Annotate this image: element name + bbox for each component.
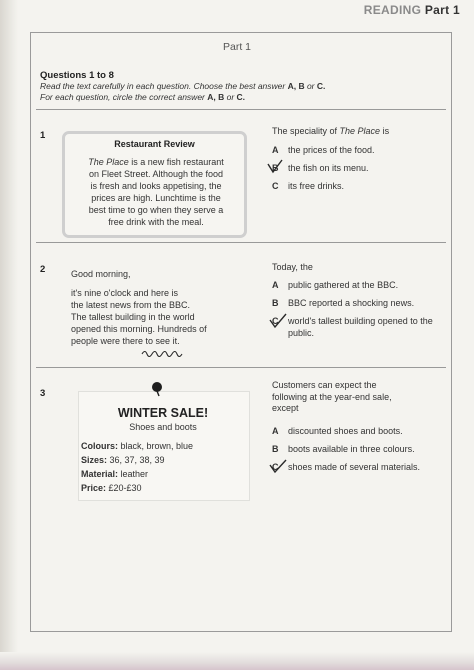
review-text [72, 156, 240, 228]
q2-option-c[interactable]: C world's tallest building opened to the public. [272, 316, 433, 338]
question-2-stem: Today, the [272, 262, 313, 272]
question-3-stem: Customers can expect the following at the year-end sale, except [272, 380, 392, 413]
divider [36, 242, 446, 243]
page-header [364, 3, 460, 17]
sale-sizes: Sizes: 36, 37, 38, 39 [81, 455, 165, 465]
review-line: prices are high. Lunchtime is the [91, 193, 221, 203]
news-text [71, 287, 251, 347]
pen-tick-mark [266, 158, 284, 178]
question-1-stem: The speciality of The Place is [272, 126, 390, 136]
review-title: Restaurant Review [114, 139, 195, 149]
pen-tick-mark [268, 458, 288, 476]
part-label: Part 1 [424, 3, 460, 17]
news-line: The tallest building in the world [71, 312, 195, 322]
review-line: best time to go when they serve a [88, 205, 224, 215]
q1-option-b[interactable]: B the fish on its menu. [272, 163, 369, 173]
news-line: people were there to see it. [71, 336, 180, 346]
sale-colours: Colours: black, brown, blue [81, 441, 194, 451]
question-number-2: 2 [40, 264, 46, 275]
pen-squiggle [140, 348, 188, 360]
q2-option-a[interactable]: A public gathered at the BBC. [272, 280, 399, 290]
part-title: Part 1 [222, 41, 251, 53]
sale-title: WINTER SALE! [117, 406, 209, 420]
review-line: is fresh and looks appetising, the [90, 181, 222, 191]
q3-option-c[interactable]: C shoes made of several materials. [272, 462, 421, 472]
section-label: READING [363, 3, 422, 17]
review-line: free drink with the meal. [108, 217, 204, 227]
q3-option-b[interactable]: B boots available in three colours. [272, 444, 415, 454]
questions-heading: Questions 1 to 8 [40, 70, 114, 81]
q1-option-a[interactable]: A the prices of the food. [272, 145, 375, 155]
divider [36, 109, 446, 110]
news-line: opened this morning. Hundreds of [71, 324, 207, 334]
instruction-line-1: Read the text carefully in each question. Choose the best answer A, B or C. [40, 81, 326, 91]
news-line: it's nine o'clock and here is [71, 288, 178, 298]
pin-icon [150, 381, 164, 397]
instructions [40, 81, 440, 103]
q3-option-a[interactable]: A discounted shoes and boots. [272, 426, 403, 436]
instruction-line-2: For each question, circle the correct answer A, B or C. [40, 92, 246, 102]
question-number-1: 1 [40, 130, 46, 141]
q2-option-b[interactable]: B BBC reported a shocking news. [272, 298, 415, 308]
page-spine-shadow [0, 0, 18, 670]
news-greeting: Good morning, [71, 269, 131, 279]
divider [36, 367, 446, 368]
sale-material: Material: leather [81, 469, 149, 479]
review-line: on Fleet Street. Although the food [88, 169, 224, 179]
question-number-3: 3 [40, 388, 46, 399]
sale-subtitle: Shoes and boots [129, 422, 197, 432]
sale-price: Price: £20-£30 [81, 483, 142, 493]
news-line: the latest news from the BBC. [71, 300, 191, 310]
review-line: The Place is a new fish restaurant [88, 157, 224, 167]
pen-tick-mark [268, 312, 288, 330]
page-bottom-shadow [0, 652, 474, 670]
q1-option-c[interactable]: C its free drinks. [272, 181, 345, 191]
